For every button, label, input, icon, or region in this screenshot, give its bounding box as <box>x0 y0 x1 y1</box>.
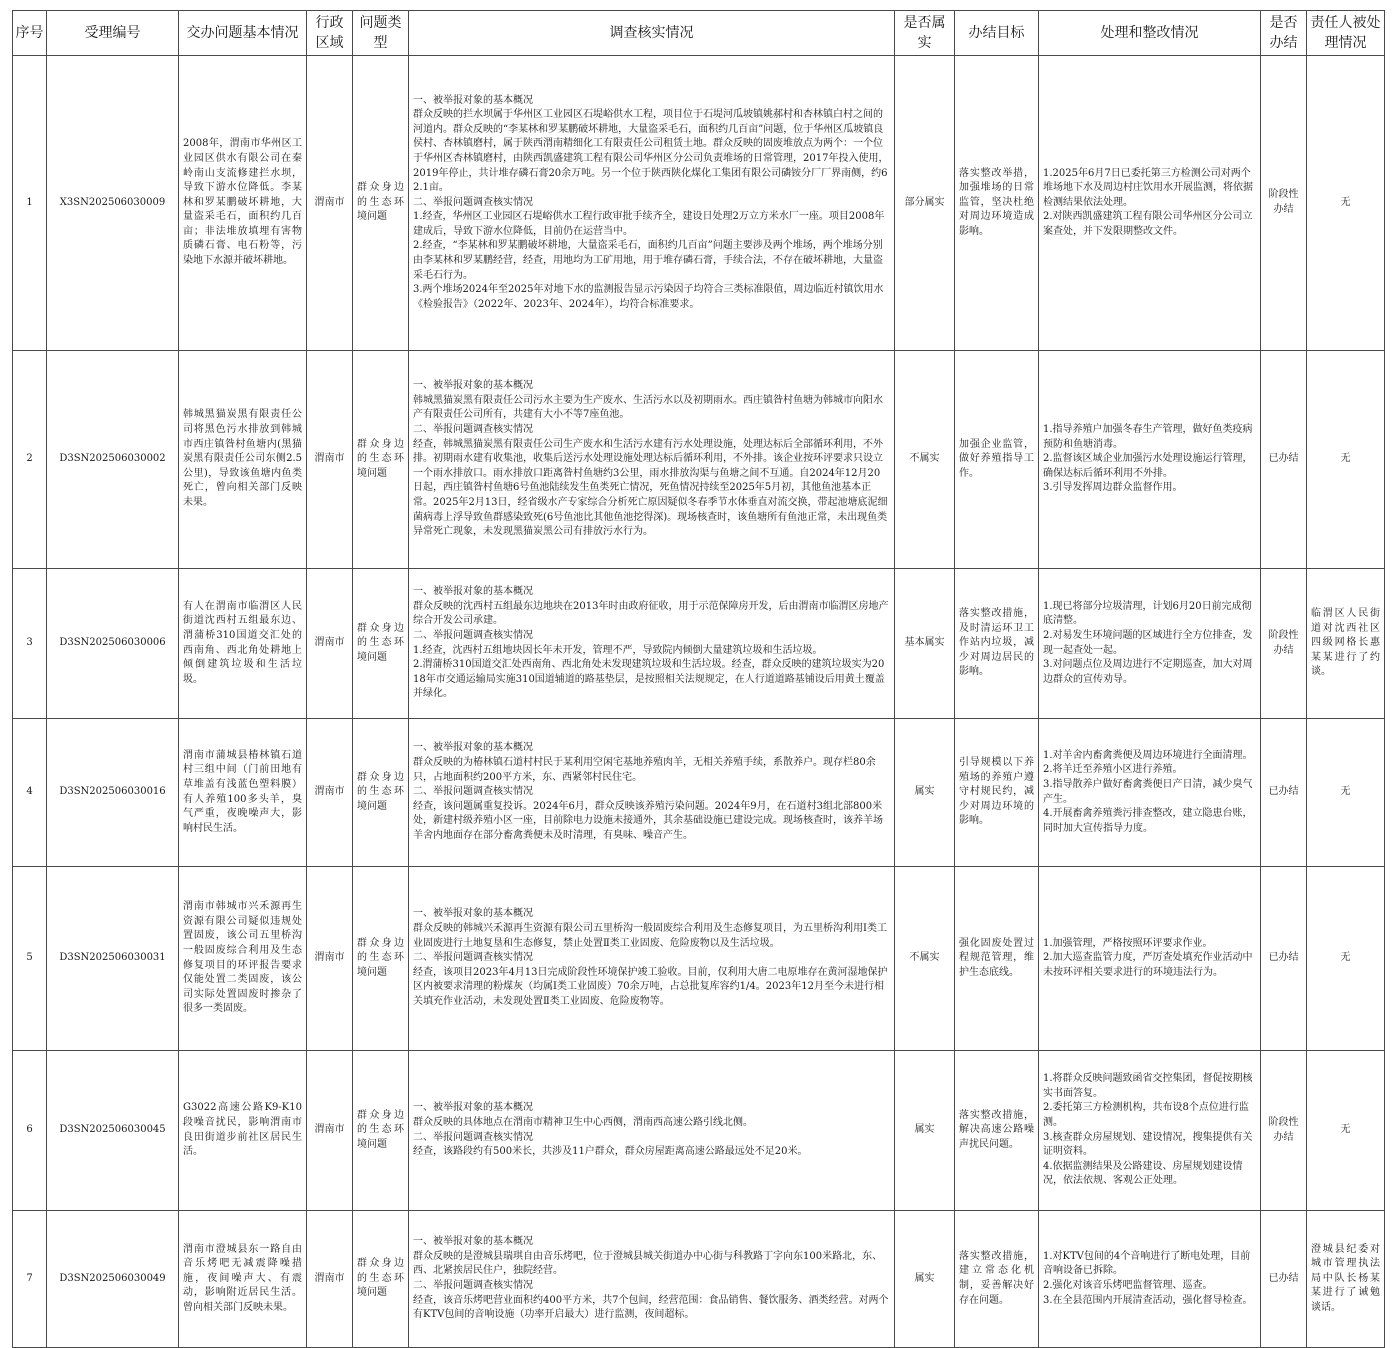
header-row <box>13 11 1385 56</box>
cell-investigation-paragraph: 二、举报问题调查核实情况 <box>413 952 533 964</box>
cell-rectify-paragraph: 4.依据监测结果及公路建设、房屋规划建设情况，依法依规、客观公正处理。 <box>1043 1160 1243 1187</box>
cell-seq: 6 <box>13 1051 47 1211</box>
cell-problem: 有人在渭南市临渭区人民街道沈西村五组最东边、渭蒲桥310国道交汇处的西南角、西北角处耕地上倾倒建筑垃圾和生活垃圾。 <box>179 569 307 719</box>
cell-investigation-paragraph: 2.渭蒲桥310国道交汇处西南角、西北角处未发现建筑垃圾和生活垃圾。经查，群众反映的建筑垃圾实为2018年市交通运输局实施310国道辅道的路基垫层，是按照相关法规规定，在人行道道路基铺设后用黄土覆盖并绿化。 <box>413 659 885 700</box>
cell-investigation-paragraph: 2.经查，“李某林和罗某鹏破坏耕地，大量盗采毛石，面积约几百亩”问题主要涉及两个堆场，两个堆场分别由李某林和罗某鹏经营，经查，用地均为工矿用地，用于堆存磷石膏，手续合法，不存在破坏耕地，大量盗采毛石行为。 <box>413 240 883 281</box>
cell-target: 落实整改措施，解决高速公路噪声扰民问题。 <box>955 1051 1039 1211</box>
cell-investigation <box>409 1051 895 1211</box>
header-done: 是否办结 <box>1261 11 1307 56</box>
cell-type: 群众身边的生态环境问题 <box>353 867 409 1051</box>
header-region: 行政区域 <box>307 11 353 56</box>
cell-target: 强化固废处置过程规范管理，维护生态底线。 <box>955 867 1039 1051</box>
cell-investigation-paragraph: 二、举报问题调查核实情况 <box>413 424 533 436</box>
cell-target: 落实整改举措，加强堆场的日常监管，坚决杜绝对周边环境造成影响。 <box>955 56 1039 351</box>
table-row <box>13 351 1385 569</box>
cell-investigation-paragraph: 一、被举报对象的基本概况 <box>413 94 533 106</box>
cell-problem: 渭南市澄城县东一路自由音乐烤吧无减震降噪措施，夜间噪声大、有震动，影响附近居民生活。曾向相关部门反映未果。 <box>179 1211 307 1348</box>
cell-id: D3SN202506030006 <box>47 569 179 719</box>
cell-investigation-paragraph: 群众反映的是澄城县瑞琪自由音乐烤吧，位于澄城县城关街道办中心街与科教路丁字向东100米路北，东、西、北紧挨居民住户，独院经营。 <box>413 1250 883 1277</box>
cell-rectify-paragraph: 2.强化对该音乐烤吧监督管理、巡查。 <box>1043 1280 1213 1291</box>
cell-rectify-paragraph: 1.现已将部分垃圾清理，计划6月20日前完成彻底清整。 <box>1043 600 1252 627</box>
cell-investigation-paragraph: 3.两个堆场2024年至2025年对地下水的监测报告显示污染因子均符合三类标准限值，周边临近村镇饮用水《检验报告》（2022年、2023年、2024年），均符合标准要求。 <box>413 284 884 310</box>
cell-investigation-paragraph: 群众反映的拦水坝属于华州区工业园区石堤峪供水工程，项目位于石堤河瓜坡镇姚郝村和杏林镇白村之间的河道内。群众反映的“李某林和罗某鹏破坏耕地，大量盗采毛石，面积约几百亩”问题，位于华州区瓜坡镇良侯村、杏林镇磨村，属于陕西渭南精细化工有限责任公司租赁土地。群众反映的固废堆放点为两个：一个位于华州区杏林镇磨村，由陕西凯盛建筑工程有限公司华州区分公司负责堆场的日常管理，2017年投入使用，2019年停止，共计堆存磷石膏20余万吨。另一个位于陕西陕化煤化工集团有限公司磷铵分厂厂界南侧，约62.1亩。 <box>413 109 889 194</box>
cell-true: 不属实 <box>895 867 955 1051</box>
header-seq: 序号 <box>13 11 47 56</box>
cell-rectify-paragraph: 2.加大巡查监管力度，严厉查处填充作业活动中未按环评相关要求进行的环境违法行为。 <box>1043 952 1253 978</box>
cell-seq: 3 <box>13 569 47 719</box>
cell-investigation-paragraph: 1.经查，沈西村五组地块因长年未开发，管理不严，导致院内倾倒大量建筑垃圾和生活垃圾。 <box>413 644 823 656</box>
table-body <box>13 56 1385 1348</box>
report-table <box>12 10 1385 1348</box>
cell-seq: 4 <box>13 719 47 867</box>
cell-rectify-paragraph: 1.对KTV包间的4个音响进行了断电处理，目前音响设备已拆除。 <box>1043 1250 1251 1277</box>
cell-done: 已办结 <box>1261 867 1307 1051</box>
cell-true: 基本属实 <box>895 569 955 719</box>
cell-done: 已办结 <box>1261 1211 1307 1348</box>
cell-true: 属实 <box>895 1211 955 1348</box>
cell-rectify-paragraph: 1.指导养殖户加强冬春生产管理，做好鱼类疫病预防和鱼塘消毒。 <box>1043 424 1253 450</box>
cell-investigation-paragraph: 二、举报问题调查核实情况 <box>413 1131 533 1143</box>
cell-investigation <box>409 867 895 1051</box>
cell-id: D3SN202506030016 <box>47 719 179 867</box>
cell-true: 属实 <box>895 1051 955 1211</box>
cell-target: 加强企业监管，做好养殖指导工作。 <box>955 351 1039 569</box>
cell-type: 群众身边的生态环境问题 <box>353 56 409 351</box>
cell-person: 无 <box>1307 56 1385 351</box>
cell-person: 无 <box>1307 351 1385 569</box>
cell-person: 无 <box>1307 867 1385 1051</box>
cell-investigation-paragraph: 一、被举报对象的基本概况 <box>413 380 533 392</box>
header-target: 办结目标 <box>955 11 1039 56</box>
table-row <box>13 1051 1385 1211</box>
cell-true: 部分属实 <box>895 56 955 351</box>
cell-investigation-paragraph: 二、举报问题调查核实情况 <box>413 1280 533 1291</box>
cell-region: 渭南市 <box>307 56 353 351</box>
cell-investigation <box>409 56 895 351</box>
cell-investigation <box>409 351 895 569</box>
cell-rectify <box>1039 569 1261 719</box>
header-problem: 交办问题基本情况 <box>179 11 307 56</box>
cell-rectify-paragraph: 2.委托第三方检测机构，共布设8个点位进行监测。 <box>1043 1102 1249 1128</box>
header-rectify: 处理和整改情况 <box>1039 11 1261 56</box>
cell-type: 群众身边的生态环境问题 <box>353 569 409 719</box>
cell-rectify <box>1039 351 1261 569</box>
cell-rectify-paragraph: 3.对问题点位及周边进行不定期巡查，加大对周边群众的宣传劝导。 <box>1043 659 1253 685</box>
cell-type: 群众身边的生态环境问题 <box>353 1211 409 1348</box>
cell-done: 已办结 <box>1261 351 1307 569</box>
table-row <box>13 867 1385 1051</box>
cell-problem: G3022高速公路K9-K10段噪音扰民，影响渭南市良田街道步前社区居民生活。 <box>179 1051 307 1211</box>
cell-region: 渭南市 <box>307 351 353 569</box>
cell-problem: 韩城黑猫炭黑有限责任公司将黑色污水排放到韩城市西庄镇昝村鱼塘内(黑猫炭黑有限责任公司东侧2.5公里)，导致该鱼塘内鱼类死亡，曾向相关部门反映未果。 <box>179 351 307 569</box>
cell-investigation-paragraph: 群众反映的为椿林镇石道村村民于某利用空闲宅基地养殖肉羊，无相关养殖手续，系散养户。现存栏80余只，占地面积约200平方米，东、西紧邻村民住宅。 <box>413 757 876 783</box>
cell-problem: 渭南市韩城市兴禾源再生资源有限公司疑似违规处置固废，该公司五里桥沟一般固废综合利用及生态修复项目的环评报告要求仅能处置二类固废，该公司实际处置固废时掺杂了很多一类固废。 <box>179 867 307 1051</box>
cell-id: D3SN202506030031 <box>47 867 179 1051</box>
cell-done: 阶段性办结 <box>1261 56 1307 351</box>
cell-rectify-paragraph: 2.监督该区域企业加强污水处理设施运行管理，确保达标后循环利用不外排。 <box>1043 453 1253 479</box>
cell-rectify-paragraph: 3.引导发挥周边群众监督作用。 <box>1043 482 1183 494</box>
cell-target: 落实整改措施，建立常态化机制，妥善解决好存在问题。 <box>955 1211 1039 1348</box>
cell-type: 群众身边的生态环境问题 <box>353 351 409 569</box>
header-type: 问题类型 <box>353 11 409 56</box>
cell-seq: 2 <box>13 351 47 569</box>
cell-rectify <box>1039 1051 1261 1211</box>
cell-done: 阶段性办结 <box>1261 569 1307 719</box>
cell-investigation-paragraph: 一、被举报对象的基本概况 <box>413 1102 533 1114</box>
cell-investigation-paragraph: 二、举报问题调查核实情况 <box>413 786 533 798</box>
cell-investigation-paragraph: 群众反映的具体地点在渭南市精神卫生中心西侧，渭南西高速公路引线北侧。 <box>413 1116 753 1128</box>
cell-rectify-paragraph: 3.核查群众房屋规划、建设情况，搜集提供有关证明资料。 <box>1043 1131 1253 1158</box>
cell-rectify <box>1039 719 1261 867</box>
table-row <box>13 1211 1385 1348</box>
header-true: 是否属实 <box>895 11 955 56</box>
table-row <box>13 719 1385 867</box>
cell-investigation <box>409 569 895 719</box>
cell-person: 临渭区人民街道对沈西社区四级网格长惠某某进行了约谈。 <box>1307 569 1385 719</box>
cell-person: 澄城县纪委对城市管理执法局中队长杨某某进行了诫勉谈话。 <box>1307 1211 1385 1348</box>
cell-rectify-paragraph: 4.开展畜禽养殖粪污排查整改，建立隐患台账，同时加大宣传指导力度。 <box>1043 808 1253 834</box>
cell-investigation-paragraph: 一、被举报对象的基本概况 <box>413 586 533 598</box>
cell-id: D3SN202506030049 <box>47 1211 179 1348</box>
cell-target: 引导规模以下养殖场的养殖户遵守村规民约，减少对周边环境的影响。 <box>955 719 1039 867</box>
cell-person: 无 <box>1307 1051 1385 1211</box>
cell-type: 群众身边的生态环境问题 <box>353 719 409 867</box>
cell-problem: 渭南市蒲城县椿林镇石道村三组中间（门前田地有草堆盖有浅蓝色塑料膜）有人养殖100多头羊，臭气严重，夜晚噪声大，影响村民生活。 <box>179 719 307 867</box>
cell-investigation-paragraph: 一、被举报对象的基本概况 <box>413 742 533 754</box>
cell-investigation-paragraph: 群众反映的沈西村五组最东边地块在2013年时由政府征收，用于示范保障房开发，后由渭南市临渭区房地产综合开发公司承建。 <box>413 600 889 627</box>
cell-true: 属实 <box>895 719 955 867</box>
cell-id: X3SN202506030009 <box>47 56 179 351</box>
cell-investigation-paragraph: 群众反映的韩城兴禾源再生资源有限公司五里桥沟一般固废综合利用及生态修复项目，为五里桥沟利用Ⅰ类工业固废进行土地复垦和生态修复，禁止处置Ⅱ类工业固废、危险废物以及生活垃圾。 <box>413 923 887 949</box>
cell-true: 不属实 <box>895 351 955 569</box>
cell-rectify-paragraph: 1.将群众反映问题致函省交控集团，督促按期核实书面答复。 <box>1043 1073 1253 1099</box>
cell-rectify <box>1039 867 1261 1051</box>
cell-rectify <box>1039 1211 1261 1348</box>
cell-target: 落实整改措施，及时清运环卫工作站内垃圾，减少对周边居民的影响。 <box>955 569 1039 719</box>
cell-investigation-paragraph: 经查，该项目2023年4月13日完成阶段性环境保护竣工验收。目前，仅利用大唐二电原堆存在黄河湿地保护区内被要求清理的粉煤灰（均属Ⅰ类工业固废）70余万吨，占总批复库容约1/4。2023年12月至今未进行相关填充作业活动，未发现处置Ⅱ类工业固废、危险废物等。 <box>413 966 888 1007</box>
cell-investigation-paragraph: 经查，该问题属重复投诉。2024年6月，群众反映该养殖污染问题。2024年9月，在石道村3组北部800米处，新建村级养殖小区一座，目前除电力设施未接通外，其余基础设施已建设完成。现场核查时，该养羊场羊舍内地面存在部分畜禽粪便未及时清理，有臭味、噪音产生。 <box>413 800 883 841</box>
cell-rectify <box>1039 56 1261 351</box>
cell-rectify-paragraph: 1.2025年6月7日已委托第三方检测公司对两个堆场地下水及周边村庄饮用水开展监测，将依据检测结果依法处理。 <box>1043 167 1253 208</box>
cell-region: 渭南市 <box>307 1051 353 1211</box>
cell-done: 阶段性办结 <box>1261 1051 1307 1211</box>
cell-seq: 7 <box>13 1211 47 1348</box>
cell-problem: 2008年，渭南市华州区工业园区供水有限公司在秦岭南山支流修建拦水坝，导致下游水位降低。李某林和罗某鹏破坏耕地，大量盗采毛石，面积约几百亩；非法堆放填埋有害物质磷石膏、电石粉等，污染地下水源并破坏耕地。 <box>179 56 307 351</box>
cell-region: 渭南市 <box>307 569 353 719</box>
cell-region: 渭南市 <box>307 867 353 1051</box>
cell-rectify-paragraph: 2.对易发生环境问题的区域进行全方位排查，发现一起查处一起。 <box>1043 629 1253 656</box>
cell-investigation-paragraph: 一、被举报对象的基本概况 <box>413 1236 533 1248</box>
cell-investigation-paragraph: 经查，韩城黑猫炭黑有限责任公司生产废水和生活污水建有污水处理设施，处理达标后全部循环利用，不外排。初期雨水建有收集池，收集后送污水处理设施处理达标后循环利用，不外排。该企业按环评要求只设立一个雨水排放口。雨水排放口距离昝村鱼塘约3公里，雨水排放沟渠与鱼塘之间不互通。自2024年12月20日起，西庄镇昝村鱼塘6号鱼池陆续发生鱼类死亡情况，死鱼情况持续至2025年5月初，其他鱼池基本正常。2025年2月13日，经省级水产专家综合分析死亡原因疑似冬春季节水体垂直对流交换，带起池塘底泥细菌病毒上浮导致鱼群感染致死(6号鱼池比其他鱼池挖得深)。现场核查时，该鱼塘所有鱼池正常，未出现鱼类异常死亡现象，未发现黑猫炭黑公司有排放污水行为。 <box>413 438 888 538</box>
cell-type: 群众身边的生态环境问题 <box>353 1051 409 1211</box>
cell-investigation-paragraph: 韩城黑猫炭黑有限责任公司污水主要为生产废水、生活污水以及初期雨水。西庄镇昝村鱼塘为韩城市向阳水产有限责任公司所有，共建有大小不等7座鱼池。 <box>413 394 883 421</box>
cell-rectify-paragraph: 1.加强管理，严格按照环评要求作业。 <box>1043 937 1213 949</box>
table-row <box>13 56 1385 351</box>
cell-rectify-paragraph: 2.对陕西凯盛建筑工程有限公司华州区分公司立案查处，并下发限期整改文件。 <box>1043 211 1253 237</box>
header-person: 责任人被处理情况 <box>1307 11 1385 56</box>
cell-seq: 5 <box>13 867 47 1051</box>
header-id: 受理编号 <box>47 11 179 56</box>
cell-region: 渭南市 <box>307 719 353 867</box>
table-row <box>13 569 1385 719</box>
cell-region: 渭南市 <box>307 1211 353 1348</box>
cell-investigation-paragraph: 经查，该路段约有500米长，共涉及11户群众，群众房屋距离高速公路最远处不足20米。 <box>413 1146 808 1158</box>
report-table-wrapper <box>12 10 1384 1348</box>
cell-id: D3SN202506030002 <box>47 351 179 569</box>
cell-investigation-paragraph: 二、举报问题调查核实情况 <box>413 629 533 641</box>
cell-investigation-paragraph: 1.经查，华州区工业园区石堤峪供水工程行政审批手续齐全，建设日处理2万立方米水厂一座。项目2008年建成后，导致下游水位降低，目前仍在运营当中。 <box>413 211 885 237</box>
cell-done: 已办结 <box>1261 719 1307 867</box>
cell-id: D3SN202506030045 <box>47 1051 179 1211</box>
cell-rectify-paragraph: 3.在全县范围内开展清查活动，强化督导检查。 <box>1043 1294 1253 1306</box>
cell-rectify-paragraph: 3.指导散养户做好畜禽粪便日产日清，减少臭气产生。 <box>1043 778 1253 805</box>
cell-rectify-paragraph: 1.对羊舍内畜禽粪便及周边环境进行全面清理。 <box>1043 749 1253 761</box>
cell-investigation <box>409 1211 895 1348</box>
cell-seq: 1 <box>13 56 47 351</box>
cell-investigation-paragraph: 二、举报问题调查核实情况 <box>413 196 533 208</box>
header-investigation: 调查核实情况 <box>409 11 895 56</box>
cell-person: 无 <box>1307 719 1385 867</box>
cell-investigation-paragraph: 一、被举报对象的基本概况 <box>413 908 533 920</box>
cell-investigation <box>409 719 895 867</box>
cell-rectify-paragraph: 2.将羊迁至养殖小区进行养殖。 <box>1043 764 1183 776</box>
cell-investigation-paragraph: 经查，该音乐烤吧营业面积约400平方米，共7个包间，经营范围：食品销售、餐饮服务、酒类经营。对两个有KTV包间的音响设施（功率开启最大）进行监测，夜间超标。 <box>413 1294 889 1321</box>
